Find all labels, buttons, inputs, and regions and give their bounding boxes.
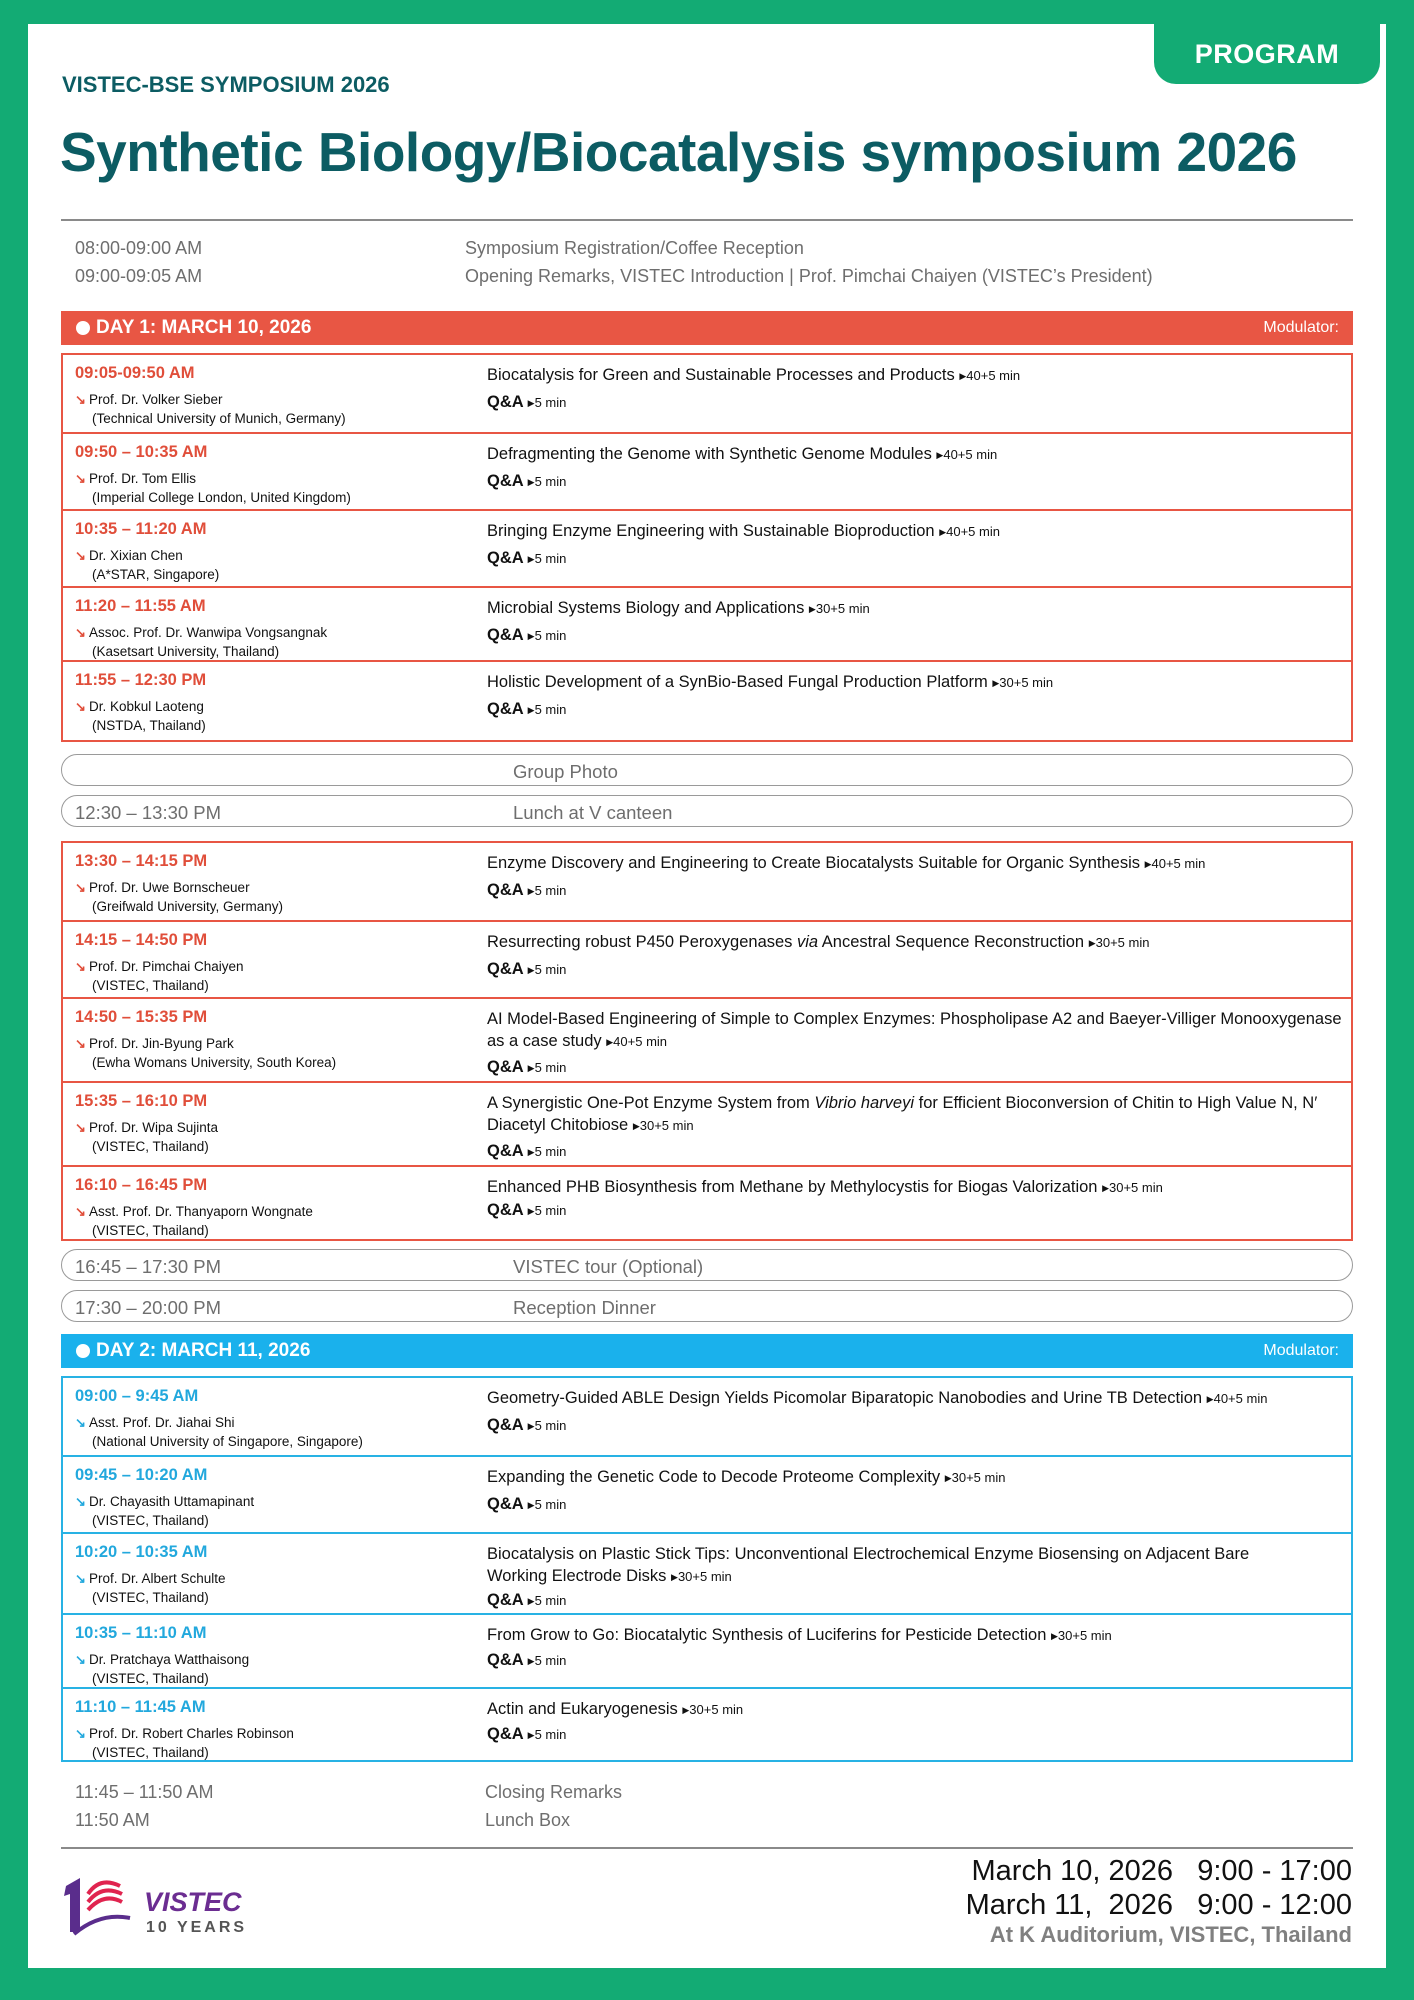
talk: [487, 597, 1347, 620]
speaker-name: Prof. Dr. Jin-Byung Park: [89, 1036, 234, 1051]
talk-duration: 40+5 min: [966, 368, 1021, 383]
session-time: 09:05-09:50 AM: [75, 364, 195, 382]
triangle-right-icon: ▶: [959, 371, 967, 381]
closing-text: Closing Remarks: [485, 1782, 623, 1802]
talk: [487, 671, 1347, 694]
talk-duration: 30+5 min: [639, 1118, 694, 1133]
opening-text: Opening Remarks, VISTEC Introduction | Prof. Pimchai Chaiyen (VISTEC’s President): [465, 266, 1153, 286]
logo-sub-text: 10 YEARS: [146, 1919, 248, 1936]
tour-time: 16:45 – 17:30 PM: [75, 1256, 222, 1277]
talk-duration: 30+5 min: [815, 601, 870, 616]
talk-title-part: Ancestral Sequence Reconstruction: [818, 933, 1085, 951]
session-time: 09:50 – 10:35 AM: [75, 443, 208, 461]
talk-title: Expanding the Genetic Code to Decode Proteome Complexity: [487, 1468, 941, 1486]
qa-duration: 5 min: [534, 474, 567, 489]
logo-brand-text: VISTEC: [144, 1887, 242, 1917]
triangle-right-icon: ▶: [671, 1572, 678, 1582]
speaker-affiliation: (VISTEC, Thailand): [92, 1513, 209, 1528]
speaker-affiliation: (Greifwald University, Germany): [92, 899, 284, 914]
talk: [487, 1092, 1347, 1137]
talk-duration: 40+5 min: [946, 524, 1000, 539]
qa: [487, 1142, 566, 1161]
arrow-down-right-icon: ↘: [75, 625, 86, 640]
session-time: 14:15 – 14:50 PM: [75, 931, 208, 949]
speaker: [75, 1650, 249, 1688]
qa-label: Q&A: [487, 472, 524, 490]
qa-label: Q&A: [487, 626, 524, 644]
talk-duration: 30+5 min: [677, 1569, 732, 1584]
venue: At K Auditorium, VISTEC, Thailand: [989, 1922, 1352, 1947]
qa-label: Q&A: [487, 1591, 524, 1609]
session-row: [63, 920, 1351, 997]
lunchbox-text: Lunch Box: [485, 1810, 571, 1830]
qa: [487, 1725, 566, 1744]
talk: [487, 1698, 1347, 1721]
session-time: 13:30 – 14:15 PM: [75, 852, 208, 870]
speaker-name: Prof. Dr. Robert Charles Robinson: [89, 1726, 294, 1741]
tour-text: VISTEC tour (Optional): [513, 1256, 704, 1277]
session-time: 15:35 – 16:10 PM: [75, 1092, 208, 1110]
session-time: 11:10 – 11:45 AM: [75, 1698, 206, 1716]
session-row: [63, 586, 1351, 660]
speaker-affiliation: (NSTDA, Thailand): [92, 718, 206, 733]
arrow-down-right-icon: ↘: [75, 1494, 86, 1509]
qa: [487, 1495, 566, 1514]
lunch-row: [61, 795, 1353, 827]
triangle-right-icon: ▶: [682, 1705, 690, 1715]
triangle-right-icon: ▶: [527, 965, 535, 975]
session-time: 11:20 – 11:55 AM: [75, 597, 206, 615]
talk-title: AI Model-Based Engineering of Simple to Complex Enzymes: Phospholipase A2 and Baeyer-Villiger Monooxygenase as a case study: [487, 1010, 1342, 1050]
speaker-affiliation: (VISTEC, Thailand): [92, 1139, 209, 1154]
day2-label: DAY 2: MARCH 11, 2026: [96, 1340, 311, 1361]
triangle-right-icon: ▶: [527, 705, 535, 715]
speaker-affiliation: (Technical University of Munich, Germany): [92, 411, 346, 426]
speaker: [75, 1202, 313, 1240]
lunch-text: Lunch at V canteen: [513, 802, 673, 823]
triangle-right-icon: ▶: [1144, 859, 1152, 869]
speaker: [75, 957, 244, 995]
talk-title: Actin and Eukaryogenesis: [487, 1700, 678, 1718]
speaker-name: Prof. Dr. Albert Schulte: [89, 1571, 226, 1586]
bullet-dot-icon: [76, 321, 90, 335]
talk-title: Holistic Development of a SynBio-Based Fungal Production Platform: [487, 673, 988, 691]
session-row: [63, 1687, 1351, 1760]
talk-title: Defragmenting the Genome with Synthetic Genome Modules: [487, 445, 932, 463]
qa-duration: 5 min: [534, 1203, 567, 1218]
talk: [487, 443, 1347, 466]
qa-duration: 5 min: [534, 702, 567, 717]
qa: [487, 1651, 566, 1670]
qa: [487, 472, 566, 491]
talk-title: Biocatalysis for Green and Sustainable Processes and Products: [487, 366, 955, 384]
logo-one-mark: [64, 1878, 80, 1932]
session-time: 10:35 – 11:20 AM: [75, 520, 207, 538]
arrow-down-right-icon: ↘: [75, 1415, 86, 1430]
talk-title: Enhanced PHB Biosynthesis from Methane by Methylocystis for Biogas Valorization: [487, 1178, 1098, 1196]
day1-label: DAY 1: MARCH 10, 2026: [96, 317, 312, 338]
day1-moderator: Modulator:: [1263, 319, 1339, 336]
talk-title: Bringing Enzyme Engineering with Sustainable Bioproduction: [487, 522, 935, 540]
qa-duration: 5 min: [534, 1144, 567, 1159]
session-row: [63, 997, 1351, 1081]
talk-title: Microbial Systems Biology and Applications: [487, 599, 805, 617]
qa-label: Q&A: [487, 549, 524, 567]
session-time: 09:45 – 10:20 AM: [75, 1466, 208, 1484]
triangle-right-icon: ▶: [527, 1421, 535, 1431]
divider: [61, 219, 1353, 221]
registration-time: 08:00-09:00 AM: [75, 238, 203, 258]
speaker-affiliation: (VISTEC, Thailand): [92, 1671, 209, 1686]
qa-label: Q&A: [487, 393, 524, 411]
triangle-right-icon: ▶: [808, 604, 816, 614]
arrow-down-right-icon: ↘: [75, 1120, 86, 1135]
arrow-down-right-icon: ↘: [75, 1571, 86, 1586]
qa-duration: 5 min: [534, 551, 567, 566]
qa: [487, 1591, 566, 1610]
triangle-right-icon: ▶: [527, 886, 535, 896]
group-photo-text: Group Photo: [513, 761, 618, 782]
triangle-right-icon: ▶: [527, 398, 535, 408]
qa-label: Q&A: [487, 1416, 524, 1434]
qa-label: Q&A: [487, 881, 524, 899]
day2-sessions: [61, 1376, 1353, 1762]
speaker-name: Prof. Dr. Pimchai Chaiyen: [89, 959, 244, 974]
arrow-down-right-icon: ↘: [75, 699, 86, 714]
speaker: [75, 697, 206, 735]
talk-title: Geometry-Guided ABLE Design Yields Picomolar Biparatopic Nanobodies and Urine TB Detection: [487, 1389, 1203, 1407]
speaker-name: Asst. Prof. Dr. Thanyaporn Wongnate: [89, 1204, 313, 1219]
qa-duration: 5 min: [534, 1060, 567, 1075]
page-title: Synthetic Biology/Biocatalysis symposium 2026: [60, 121, 1297, 183]
symposium-kicker: VISTEC-BSE SYMPOSIUM 2026: [62, 72, 390, 97]
talk-title-emphasis: via: [797, 933, 819, 951]
session-row: [63, 843, 1351, 920]
speaker: [75, 1492, 254, 1530]
vistec-10-years-logo: [60, 1872, 300, 1942]
dinner-text: Reception Dinner: [513, 1297, 656, 1318]
qa-label: Q&A: [487, 1142, 524, 1160]
triangle-right-icon: ▶: [606, 1037, 614, 1047]
speaker: [75, 623, 327, 661]
speaker: [75, 469, 351, 507]
session-time: 11:55 – 12:30 PM: [75, 671, 207, 689]
speaker-name: Dr. Pratchaya Watthaisong: [89, 1652, 250, 1667]
qa-duration: 5 min: [534, 1418, 567, 1433]
talk-duration: 40+5 min: [1213, 1391, 1268, 1406]
talk-duration: 30+5 min: [951, 1470, 1006, 1485]
speaker: [75, 1118, 218, 1156]
talk-duration: 40+5 min: [1151, 856, 1206, 871]
qa-label: Q&A: [487, 1058, 524, 1076]
speaker: [75, 546, 219, 584]
talk-duration: 40+5 min: [943, 447, 998, 462]
speaker-affiliation: (VISTEC, Thailand): [92, 1590, 209, 1605]
day1-afternoon-sessions: [61, 841, 1353, 1241]
lunch-time: 12:30 – 13:30 PM: [75, 802, 222, 823]
session-row: [63, 1532, 1351, 1613]
speaker-affiliation: (Imperial College London, United Kingdom): [92, 490, 351, 505]
triangle-right-icon: ▶: [527, 1500, 535, 1510]
lunchbox-time: 11:50 AM: [75, 1810, 150, 1830]
closing-time: 11:45 – 11:50 AM: [75, 1782, 214, 1802]
session-row: [63, 432, 1351, 509]
qa: [487, 1416, 566, 1435]
talk-duration: 30+5 min: [1057, 1628, 1112, 1643]
arrow-down-right-icon: ↘: [75, 959, 86, 974]
talk: [487, 1176, 1347, 1199]
speaker-affiliation: (National University of Singapore, Singapore): [92, 1434, 363, 1449]
session-row: [63, 1613, 1351, 1687]
event-dates: [966, 1854, 1352, 1948]
arrow-down-right-icon: ↘: [75, 548, 86, 563]
arrow-down-right-icon: ↘: [75, 880, 86, 895]
registration-text: Symposium Registration/Coffee Reception: [465, 238, 804, 258]
qa-duration: 5 min: [534, 962, 567, 977]
speaker-name: Prof. Dr. Tom Ellis: [89, 471, 197, 486]
triangle-right-icon: ▶: [944, 1473, 952, 1483]
arrow-down-right-icon: ↘: [75, 1204, 86, 1219]
speaker: [75, 1569, 226, 1607]
speaker-affiliation: (VISTEC, Thailand): [92, 1745, 209, 1760]
session-row: [63, 1081, 1351, 1165]
qa-label: Q&A: [487, 960, 524, 978]
qa: [487, 1201, 566, 1220]
talk-title: Biocatalysis on Plastic Stick Tips: Unconventional Electrochemical Enzyme Biosensing on Adjacent Bare Working Electrode Disks: [487, 1545, 1250, 1585]
triangle-right-icon: ▶: [527, 477, 535, 487]
triangle-right-icon: ▶: [1102, 1183, 1109, 1193]
qa: [487, 881, 566, 900]
talk-duration: 30+5 min: [999, 675, 1054, 690]
logo-swoosh: [74, 1917, 130, 1934]
speaker-affiliation: (Ewha Womans University, South Korea): [92, 1055, 337, 1070]
qa: [487, 393, 566, 412]
triangle-right-icon: ▶: [992, 678, 1000, 688]
talk-duration: 40+5 min: [613, 1034, 668, 1049]
speaker: [75, 878, 283, 916]
session-time: 09:00 – 9:45 AM: [75, 1387, 199, 1405]
arrow-down-right-icon: ↘: [75, 471, 86, 486]
qa-label: Q&A: [487, 1651, 524, 1669]
session-row: [63, 509, 1351, 586]
qa-label: Q&A: [487, 1201, 524, 1219]
talk: [487, 1543, 1277, 1588]
qa-duration: 5 min: [534, 1497, 567, 1512]
triangle-right-icon: ▶: [936, 450, 944, 460]
qa: [487, 960, 566, 979]
qa-label: Q&A: [487, 700, 524, 718]
triangle-right-icon: ▶: [527, 554, 535, 564]
speaker-affiliation: (A*STAR, Singapore): [92, 567, 220, 582]
qa-duration: 5 min: [534, 1593, 567, 1608]
triangle-right-icon: ▶: [527, 631, 535, 641]
bullet-dot-icon: [76, 1344, 90, 1358]
opening-time: 09:00-09:05 AM: [75, 266, 203, 286]
talk: [487, 364, 1347, 387]
program-page: [28, 24, 1386, 1968]
date-line-day1: March 10, 2026 9:00 - 17:00: [971, 1855, 1352, 1887]
speaker-affiliation: (VISTEC, Thailand): [92, 1223, 209, 1238]
dinner-row: [61, 1290, 1353, 1322]
qa: [487, 626, 566, 645]
speaker-name: Dr. Xixian Chen: [89, 548, 183, 563]
speaker-name: Dr. Kobkul Laoteng: [89, 699, 204, 714]
group-photo-row: [61, 754, 1353, 786]
qa-duration: 5 min: [534, 883, 567, 898]
session-row: [63, 355, 1351, 432]
triangle-right-icon: ▶: [527, 1656, 535, 1666]
arrow-down-right-icon: ↘: [75, 1652, 86, 1667]
day2-header: [61, 1334, 1353, 1368]
session-time: 14:50 – 15:35 PM: [75, 1008, 208, 1026]
arrow-down-right-icon: ↘: [75, 1036, 86, 1051]
speaker: [75, 1034, 336, 1072]
talk-title: Enzyme Discovery and Engineering to Create Biocatalysts Suitable for Organic Synthesis: [487, 854, 1140, 872]
speaker-name: Prof. Dr. Volker Sieber: [89, 392, 223, 407]
speaker-affiliation: (VISTEC, Thailand): [92, 978, 209, 993]
triangle-right-icon: ▶: [1088, 938, 1096, 948]
tour-row: [61, 1249, 1353, 1281]
qa-duration: 5 min: [534, 1653, 567, 1668]
triangle-right-icon: ▶: [527, 1596, 535, 1606]
arrow-down-right-icon: ↘: [75, 1726, 86, 1741]
talk-title-part: for Efficient Bioconversion of Chitin to High Value N, N′ Diacetyl Chitobiose: [487, 1094, 1318, 1134]
qa-duration: 5 min: [534, 1727, 567, 1742]
triangle-right-icon: ▶: [939, 527, 947, 537]
day2-moderator: Modulator:: [1263, 1342, 1339, 1359]
qa-label: Q&A: [487, 1495, 524, 1513]
session-row: [63, 1455, 1351, 1532]
speaker-name: Prof. Dr. Wipa Sujinta: [89, 1120, 219, 1135]
triangle-right-icon: ▶: [527, 1206, 535, 1216]
talk: [487, 931, 1347, 954]
triangle-right-icon: ▶: [527, 1730, 535, 1740]
talk: [487, 1624, 1347, 1647]
speaker: [75, 1724, 294, 1762]
talk-duration: 30+5 min: [1095, 935, 1150, 950]
speaker-name: Dr. Chayasith Uttamapinant: [89, 1494, 255, 1509]
talk-title-part: A Synergistic One-Pot Enzyme System from: [487, 1094, 815, 1112]
triangle-right-icon: ▶: [527, 1063, 535, 1073]
logo-swirl: [88, 1882, 122, 1910]
day1-header: [61, 311, 1353, 345]
qa-duration: 5 min: [534, 395, 567, 410]
qa: [487, 700, 566, 719]
speaker-name: Prof. Dr. Uwe Bornscheuer: [89, 880, 250, 895]
talk: [487, 520, 1347, 543]
talk: [487, 1008, 1347, 1053]
talk-title-emphasis: Vibrio harveyi: [814, 1094, 915, 1112]
dinner-time: 17:30 – 20:00 PM: [75, 1297, 222, 1318]
speaker: [75, 390, 346, 428]
talk: [487, 1387, 1347, 1410]
qa: [487, 1058, 566, 1077]
session-row: [63, 1165, 1351, 1239]
program-tab: PROGRAM: [1154, 24, 1380, 84]
triangle-right-icon: ▶: [527, 1147, 535, 1157]
divider: [61, 1847, 1353, 1849]
session-row: [63, 1378, 1351, 1455]
session-row: [63, 660, 1351, 740]
speaker-name: Asst. Prof. Dr. Jiahai Shi: [89, 1415, 235, 1430]
qa-duration: 5 min: [534, 628, 567, 643]
qa: [487, 549, 566, 568]
triangle-right-icon: ▶: [632, 1121, 640, 1131]
talk-title: From Grow to Go: Biocatalytic Synthesis of Luciferins for Pesticide Detection: [487, 1626, 1047, 1644]
qa-label: Q&A: [487, 1725, 524, 1743]
speaker-affiliation: (Kasetsart University, Thailand): [92, 644, 280, 659]
speaker: [75, 1413, 363, 1451]
speaker-name: Assoc. Prof. Dr. Wanwipa Vongsangnak: [89, 625, 328, 640]
talk: [487, 1466, 1347, 1489]
session-time: 16:10 – 16:45 PM: [75, 1176, 208, 1194]
session-time: 10:35 – 11:10 AM: [75, 1624, 207, 1642]
day1-morning-sessions: [61, 353, 1353, 742]
session-time: 10:20 – 10:35 AM: [75, 1543, 208, 1561]
talk: [487, 852, 1347, 875]
talk-duration: 30+5 min: [1109, 1180, 1163, 1195]
talk-title-part: Resurrecting robust P450 Peroxygenases: [487, 933, 798, 951]
talk-duration: 30+5 min: [689, 1702, 744, 1717]
arrow-down-right-icon: ↘: [75, 392, 86, 407]
date-line-day2: March 11, 2026 9:00 - 12:00: [965, 1889, 1352, 1921]
triangle-right-icon: ▶: [1050, 1631, 1058, 1641]
triangle-right-icon: ▶: [1206, 1394, 1214, 1404]
